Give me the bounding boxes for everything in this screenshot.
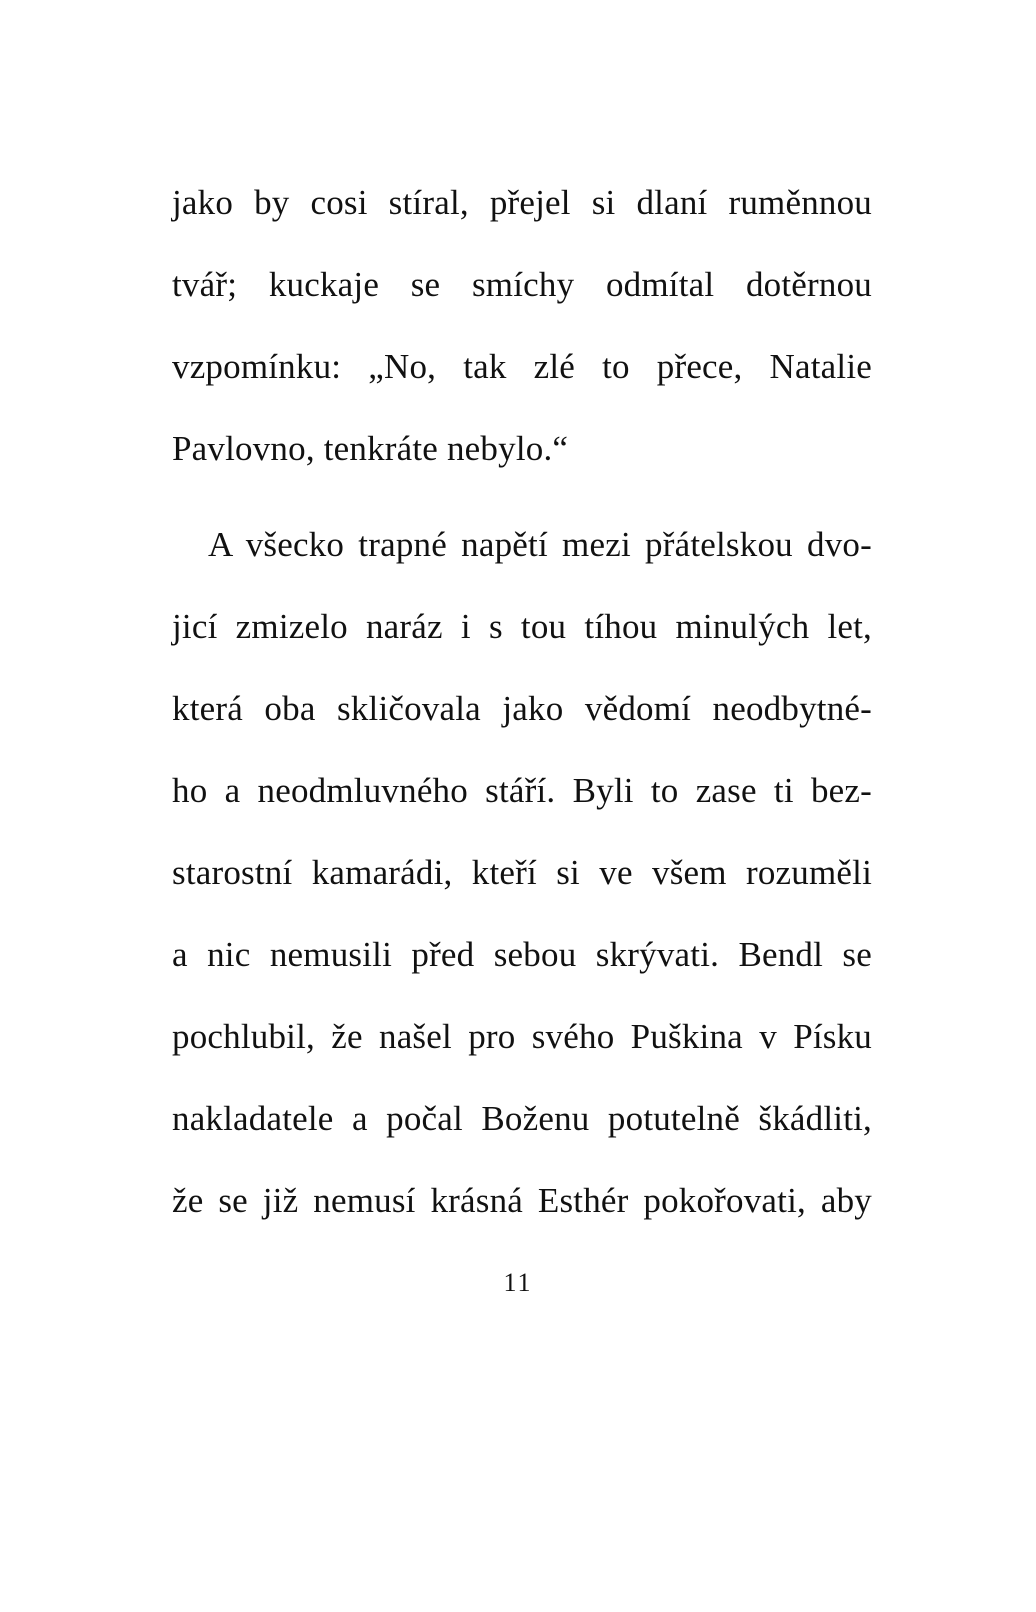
text-line: Pavlovno, tenkráte nebylo.“	[172, 429, 569, 468]
text-line: ho a neodmluvného stáří. Byli to zase ti bez-	[172, 771, 872, 810]
text-line: že se již nemusí krásná Esthér pokořovati, aby	[172, 1181, 872, 1220]
text-line: jicí zmizelo naráz i s tou tíhou minulých let,	[172, 607, 872, 646]
text-line: vzpomínku: „No, tak zlé to přece, Natalie	[172, 347, 872, 386]
text-line: starostní kamarádi, kteří si ve všem rozuměli	[172, 853, 872, 892]
text-line: pochlubil, že našel pro svého Puškina v Písku	[172, 1017, 872, 1056]
text-line: která oba skličovala jako vědomí neodbytné-	[172, 689, 872, 728]
body-text	[172, 162, 872, 1242]
text-line: tvář; kuckaje se smíchy odmítal dotěrnou	[172, 265, 872, 304]
page-number: 11	[503, 1268, 533, 1297]
text-line: a nic nemusili před sebou skrývati. Bendl se	[172, 935, 872, 974]
paragraph	[172, 162, 872, 490]
paragraph-gap	[172, 490, 872, 504]
text-line: A všecko trapné napětí mezi přátelskou dvo-	[208, 525, 872, 564]
text-line: jako by cosi stíral, přejel si dlaní ruměnnou	[172, 183, 872, 222]
text-line: nakladatele a počal Boženu potutelně škádliti,	[172, 1099, 872, 1138]
paragraph	[172, 504, 872, 1242]
